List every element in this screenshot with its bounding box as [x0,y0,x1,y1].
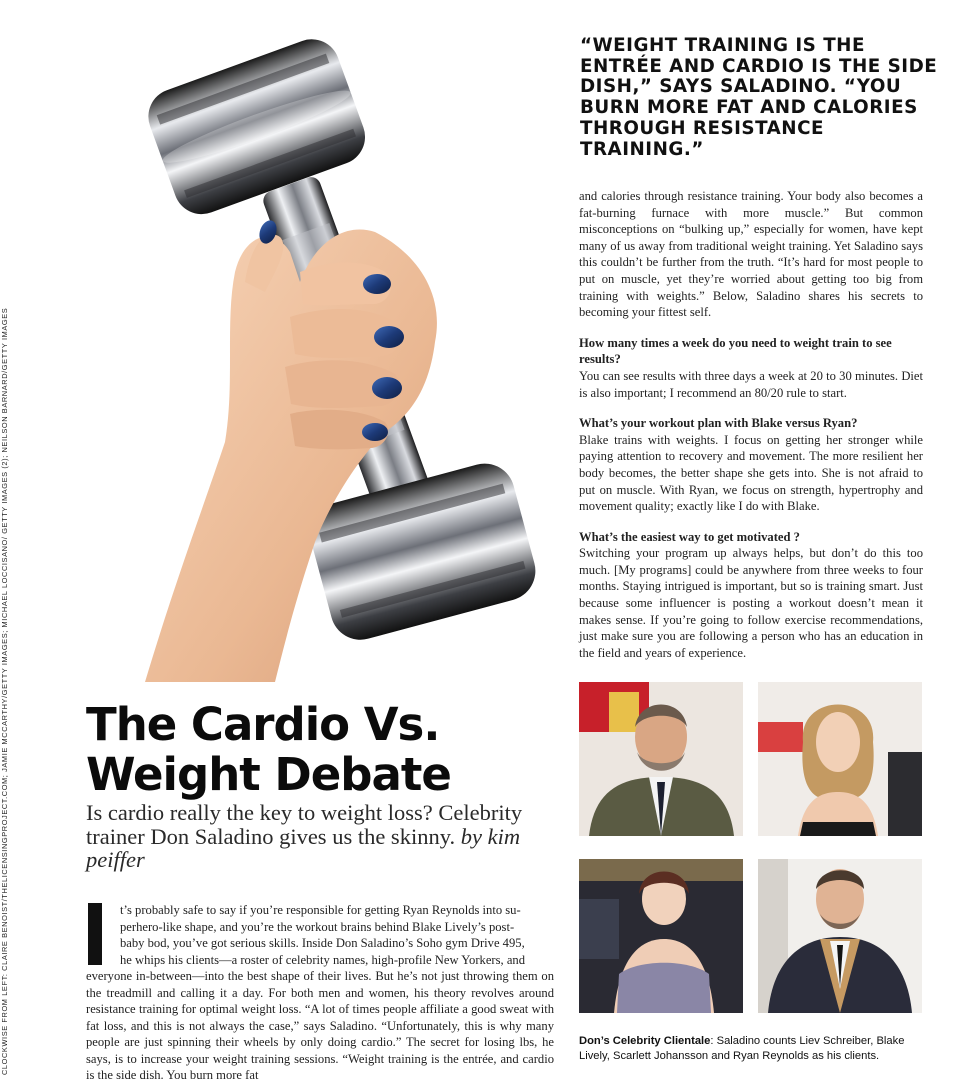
celebrity-photo-grid [579,682,922,997]
body-line: perhero-like shape, and you’re the workout brains behind Blake Lively’s post- [120,919,515,934]
body-paragraph: everyone in-between—into the best shape of their lives. But he’s not just throwing them on the treadmill and calling it a day. For both men and women, his theory revolves around resistance training for optimal weight loss. “A lot of times people affiliate a good sweat with fat loss, and this is not always the case,” says Saladino. “Unfortunately, this is why many people are just spinning their wheels by only doing cardio.” The secret for losing lbs, he says, is to increase your weight training sessions. “Weight training is the entrée, and cardio is the side dish. You burn more fat [86,969,554,1082]
answer: You can see results with three days a week at 20 to 30 minutes. Diet is also important; I recommend an 80/20 rule to start. [579,368,923,400]
nail [372,377,402,399]
photo-liev-schreiber [579,682,743,836]
body-line: t’s probably safe to say if you’re responsible for getting Ryan Reynolds into su- [120,903,521,917]
photo-scarlett-johansson [579,859,743,1013]
pull-quote: “WEIGHT TRAINING IS THE ENTRÉE AND CARDIO IS THE SIDE DISH,” SAYS SALADINO. “YOU BURN MORE FAT AND CALORIES THROUGH RESISTANCE TRAINING.” [580,35,938,160]
body-line: he whips his clients—a roster of celebrity names, high-profile New Yorkers, and [120,952,526,967]
article-headline: The Cardio Vs. Weight Debate [86,698,451,801]
question: What’s your workout plan with Blake versus Ryan? [579,416,858,431]
article-body-left [86,902,554,1084]
dumbbell-hand-illustration [85,22,568,682]
question: What’s the easiest way to get motivated ? [579,529,800,544]
nail [363,274,391,294]
caption-title: Don’s Celebrity Clientale [579,1035,711,1047]
nail [362,423,388,441]
caption-text: : Saladino counts Liev Schreiber, Blake Lively, Scarlett Johansson and Ryan Reynolds as his clients. [579,1035,905,1062]
photo-caption [579,1034,924,1063]
answer: Switching your program up always helps, but don’t do this too much. [My programs] could be anywhere from three weeks to four months. Staying intrigued is important, but so is training smart. Just because some influencer is posting a workout doesn’t mean it makes sense. If you’re going to follow exercise recommendations, just make sure you are following a person who has an education in the field and years of experience. [579,546,923,660]
dumbbell-hand-photo [85,22,568,682]
photo-ryan-reynolds [758,859,922,1013]
nail [374,326,404,348]
photo-credit-text: CLOCKWISE FROM LEFT: CLAIRE BENOIST/THELICENSINGPROJECT.COM; JAMIE MCCARTHY/GETTY IMAGES; MICHAEL LOCCISANO/ GETTY IMAGES (2); NEILSON BARNARD/GETTY IMAGES [0,307,9,1075]
photo-blake-lively [758,682,922,836]
body-line: baby bod, you’ve got serious skills. Inside Don Saladino’s Soho gym Drive 495, [120,936,525,950]
article-dek [86,801,556,872]
body-paragraph: and calories through resistance training. Your body also becomes a fat-burning furnace with more muscle.” But common misconceptions on “bulking up,” especially for women, have kept many of us away from traditional weight training. Yet Saladino says this couldn’t be further from the truth. “It’s hard for most people to put on muscle, yet they’re worried about getting too big from training with weights.” Below, Saladino shares his secrets to becoming your fittest self. [579,189,923,320]
article-body-right [579,188,923,661]
photo-credit [0,307,18,1075]
answer: Blake trains with weights. I focus on getting her stronger while paying attention to recovery and movement. The more resilient her body becomes, the better shape she gets into. She is not afraid to put on muscle. With Ryan, we focus on strength, hypertrophy and movement quality; exactly like I do with Blake. [579,432,923,514]
dumbbell-top-weight [141,31,373,222]
dek-text: Is cardio really the key to weight loss? Celebrity trainer Don Saladino gives us the skinny. [86,800,523,849]
byline: by kim peiffer [86,823,521,872]
question: How many times a week do you need to weight train to see results? [579,335,892,367]
